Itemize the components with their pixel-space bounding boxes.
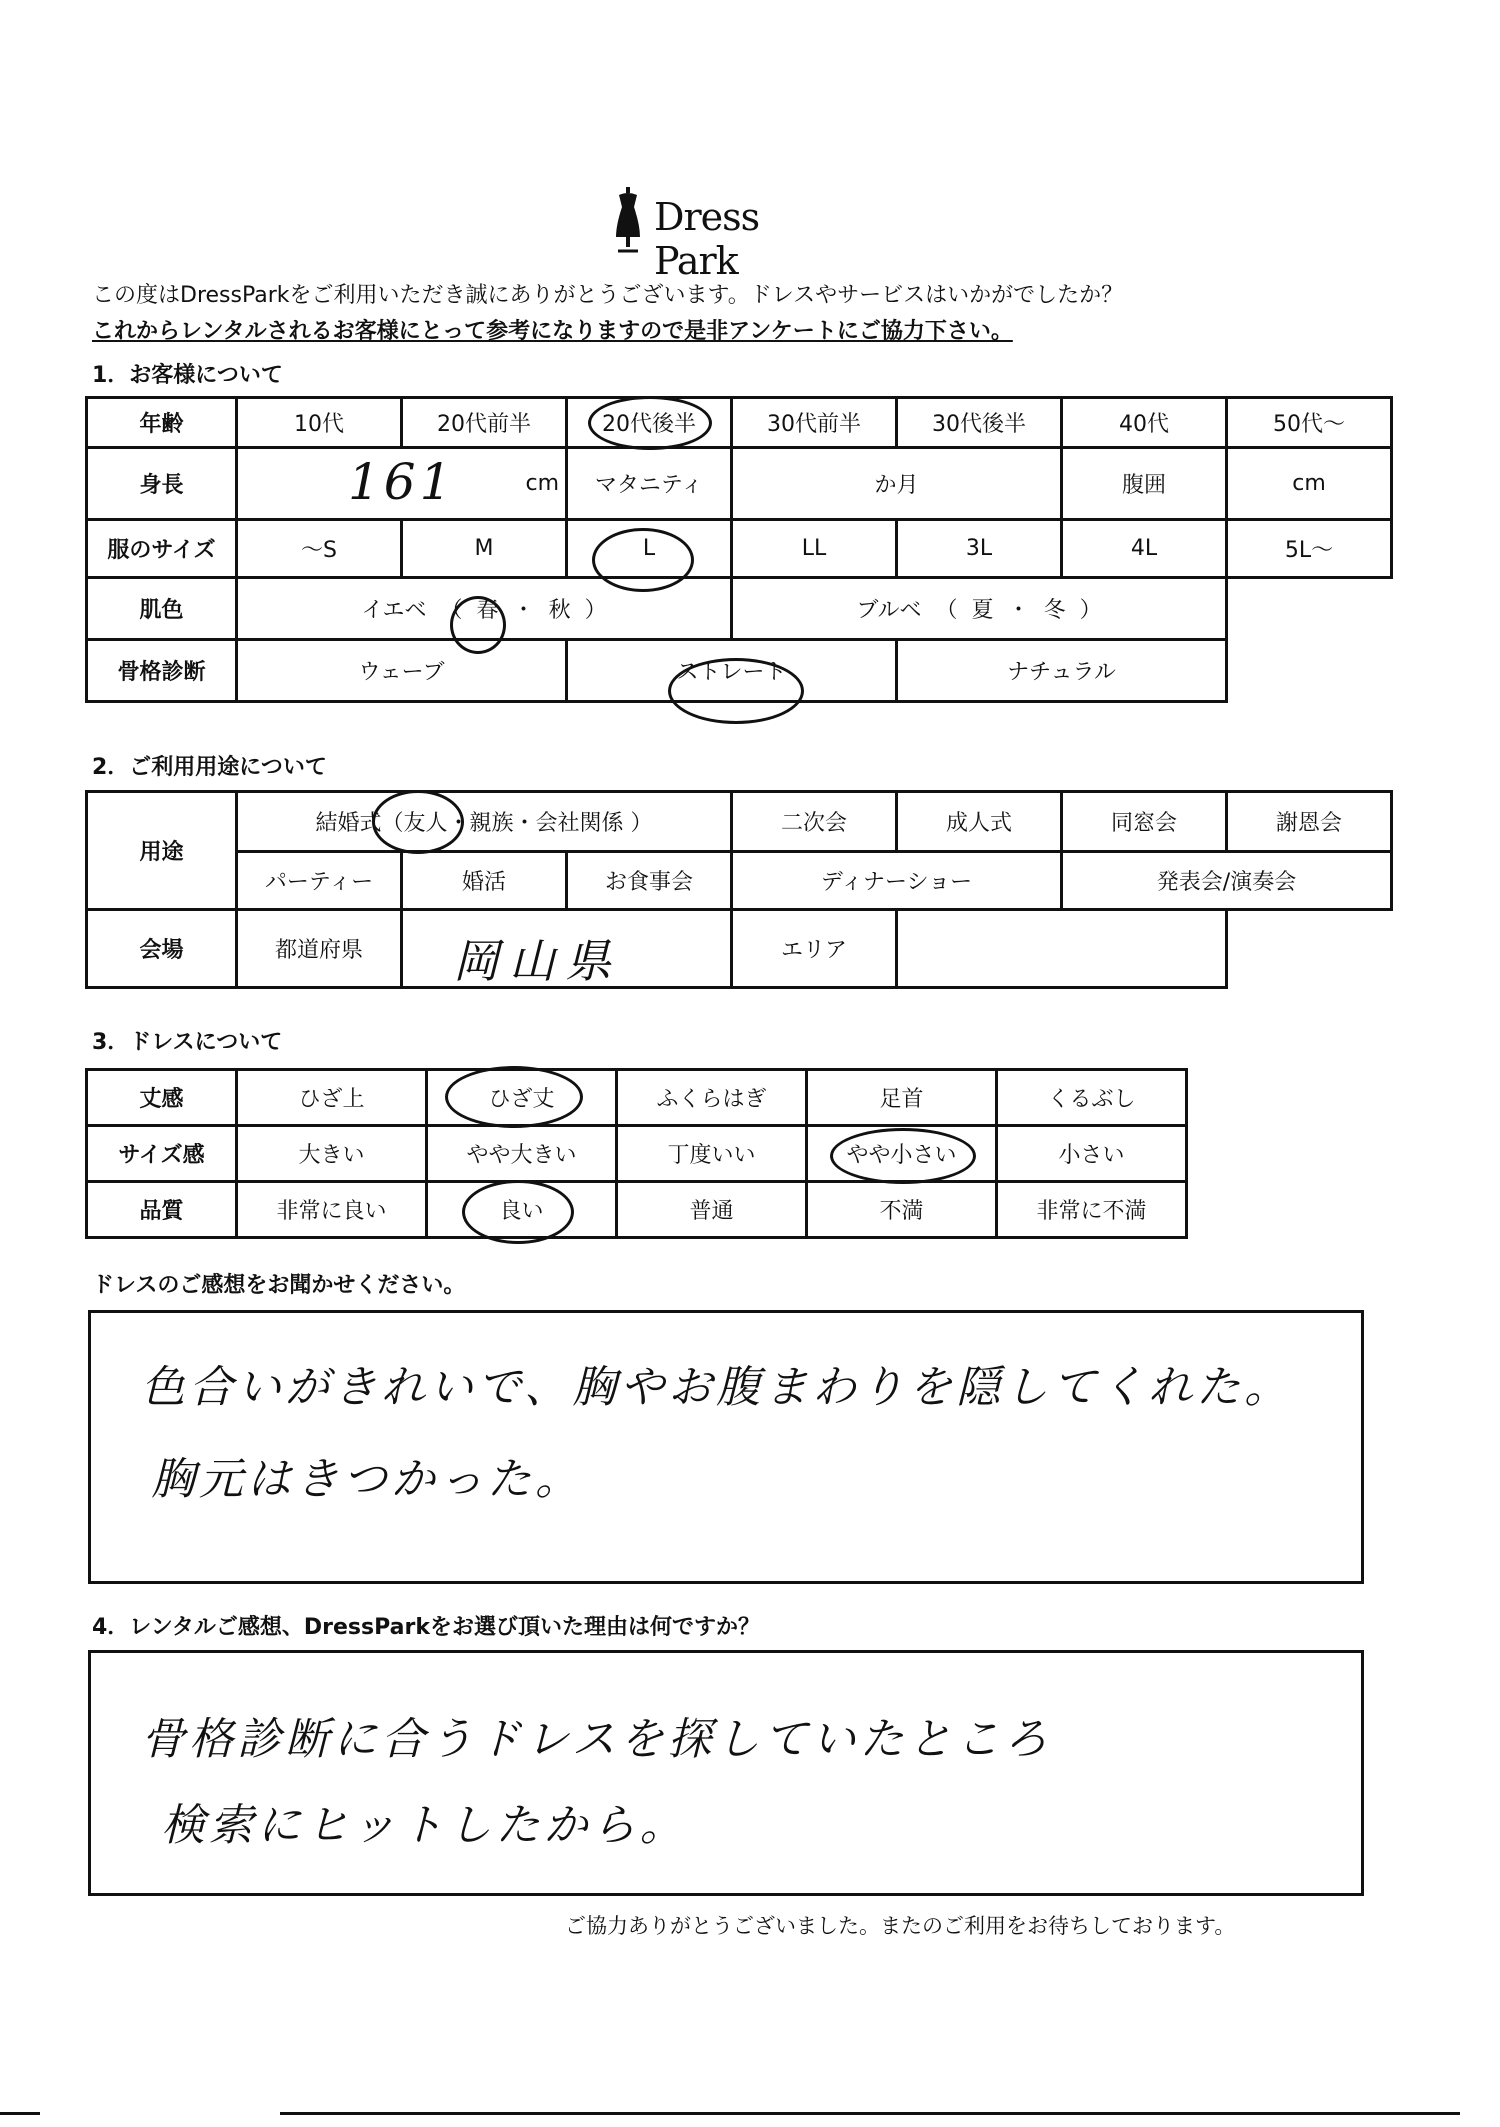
paren-open: （ — [440, 598, 463, 623]
size-label: 服のサイズ — [87, 520, 237, 578]
selection-circle — [445, 1066, 583, 1128]
fit-option[interactable]: 大きい — [237, 1126, 427, 1182]
waist-label: 腹囲 — [1062, 448, 1227, 520]
size-option[interactable]: 5L～ — [1227, 520, 1392, 578]
skin-yellow-label: イエベ — [361, 598, 427, 623]
age-option[interactable]: 10代 — [237, 398, 402, 448]
size-option[interactable]: M — [402, 520, 567, 578]
reason-line-1: 骨格診断に合うドレスを探していたところ — [141, 1714, 1052, 1765]
skin-blue-label: ブルベ — [856, 598, 922, 623]
purpose-table — [85, 790, 1393, 989]
wedding-label: 結婚式（ — [315, 811, 404, 836]
skin-summer[interactable]: 夏 — [971, 598, 994, 623]
dress-table — [85, 1068, 1188, 1239]
length-option[interactable]: ふくらはぎ — [617, 1070, 807, 1126]
frame-option-selected[interactable]: ストレート — [567, 640, 897, 702]
footer-thanks: ご協力ありがとうございました。またのご利用をお待ちしております。 — [565, 1914, 1236, 1938]
section3-title: 3．ドレスについて — [92, 1030, 283, 1055]
dress-form-icon — [610, 185, 646, 255]
reason-line-2: 検索にヒットしたから。 — [161, 1800, 688, 1851]
paren-open: （ — [935, 598, 958, 623]
quality-option[interactable]: 普通 — [617, 1182, 807, 1238]
selection-circle — [592, 528, 694, 592]
purpose-option[interactable]: ディナーショー — [732, 852, 1062, 910]
skin-blue[interactable] — [732, 578, 1227, 640]
selection-circle — [462, 1180, 574, 1244]
prefecture-field[interactable] — [402, 910, 732, 988]
maternity-label: マタニティ — [567, 448, 732, 520]
skin-label: 肌色 — [87, 578, 237, 640]
selection-circle — [588, 396, 712, 450]
selection-circle — [372, 790, 464, 854]
comment-box[interactable] — [88, 1310, 1364, 1584]
purpose-option[interactable]: 成人式 — [897, 792, 1062, 852]
quality-option[interactable]: 非常に良い — [237, 1182, 427, 1238]
venue-label: 会場 — [87, 910, 237, 988]
scan-edge-line — [280, 2112, 1460, 2115]
length-option[interactable]: 足首 — [807, 1070, 997, 1126]
purpose-option[interactable]: 婚活 — [402, 852, 567, 910]
height-field[interactable] — [237, 448, 567, 520]
intro-line-2: これからレンタルされるお客様にとって参考になりますので是非アンケートにご協力下さい。 — [92, 319, 1013, 344]
size-option-selected[interactable]: L — [567, 520, 732, 578]
prefecture-value: 岡山県 — [453, 934, 621, 988]
quality-label: 品質 — [87, 1182, 237, 1238]
comment-title: ドレスのご感想をお聞かせください。 — [92, 1273, 466, 1298]
purpose-option[interactable]: お食事会 — [567, 852, 732, 910]
selection-circle — [450, 596, 506, 654]
frame-option[interactable]: ウェーブ — [237, 640, 567, 702]
section1-title: 1．お客様について — [92, 363, 283, 388]
age-label: 年齢 — [87, 398, 237, 448]
comment-line-1: 色合いがきれいで、胸やお腹まわりを隠してくれた。 — [141, 1362, 1293, 1413]
maternity-months[interactable]: か月 — [732, 448, 1062, 520]
section4-title: 4．レンタルご感想、DressParkをお選び頂いた理由は何ですか？ — [92, 1615, 760, 1640]
length-option[interactable]: くるぶし — [997, 1070, 1187, 1126]
size-option[interactable]: ～S — [237, 520, 402, 578]
area-label: エリア — [732, 910, 897, 988]
age-option[interactable]: 30代後半 — [897, 398, 1062, 448]
reason-box[interactable] — [88, 1650, 1364, 1896]
separator: ・ — [1007, 598, 1030, 623]
customer-table — [85, 396, 1393, 703]
paren-close: ） — [584, 598, 607, 623]
age-option[interactable]: 40代 — [1062, 398, 1227, 448]
length-option[interactable]: ひざ上 — [237, 1070, 427, 1126]
fit-option-selected[interactable]: やや小さい — [807, 1126, 997, 1182]
skin-spring-selected[interactable]: 春 — [476, 598, 499, 623]
wedding-option[interactable] — [237, 792, 732, 852]
purpose-option[interactable]: 同窓会 — [1062, 792, 1227, 852]
wedding-rest: ・親族・会社関係 ） — [447, 811, 653, 836]
length-label: 丈感 — [87, 1070, 237, 1126]
intro-line-1: この度はDressParkをご利用いただき誠にありがとうございます。ドレスやサービスはいかがでしたか？ — [92, 283, 1124, 308]
brand-name: Dress Park — [654, 195, 760, 283]
selection-circle — [668, 658, 804, 724]
waist-unit[interactable]: cm — [1227, 448, 1392, 520]
separator: ・ — [512, 598, 535, 623]
fit-label: サイズ感 — [87, 1126, 237, 1182]
fit-option[interactable]: 丁度いい — [617, 1126, 807, 1182]
age-option[interactable]: 50代～ — [1227, 398, 1392, 448]
quality-option-selected[interactable]: 良い — [427, 1182, 617, 1238]
frame-option[interactable]: ナチュラル — [897, 640, 1227, 702]
size-option[interactable]: 3L — [897, 520, 1062, 578]
selection-circle — [830, 1128, 976, 1184]
purpose-option[interactable]: 発表会/演奏会 — [1062, 852, 1392, 910]
prefecture-label: 都道府県 — [237, 910, 402, 988]
fit-option[interactable]: やや大きい — [427, 1126, 617, 1182]
purpose-option[interactable]: パーティー — [237, 852, 402, 910]
height-unit: cm — [525, 471, 559, 496]
dresspark-logo — [610, 185, 850, 283]
size-option[interactable]: LL — [732, 520, 897, 578]
frame-label: 骨格診断 — [87, 640, 237, 702]
fit-option[interactable]: 小さい — [997, 1126, 1187, 1182]
skin-autumn[interactable]: 秋 — [548, 598, 571, 623]
height-value: 161 — [348, 453, 456, 511]
purpose-option[interactable]: 二次会 — [732, 792, 897, 852]
scan-edge-line — [0, 2112, 40, 2115]
age-option-selected[interactable]: 20代後半 — [567, 398, 732, 448]
paren-close: ） — [1079, 598, 1102, 623]
size-option[interactable]: 4L — [1062, 520, 1227, 578]
height-label: 身長 — [87, 448, 237, 520]
purpose-option[interactable]: 謝恩会 — [1227, 792, 1392, 852]
purpose-label: 用途 — [87, 792, 237, 910]
comment-line-2: 胸元はきつかった。 — [151, 1454, 583, 1505]
skin-winter[interactable]: 冬 — [1043, 598, 1066, 623]
age-option[interactable]: 20代前半 — [402, 398, 567, 448]
section2-title: 2．ご利用用途について — [92, 755, 327, 780]
area-field[interactable] — [897, 910, 1227, 988]
friend-selected[interactable]: 友人 — [403, 811, 448, 836]
quality-option[interactable]: 非常に不満 — [997, 1182, 1187, 1238]
length-option-selected[interactable]: ひざ丈 — [427, 1070, 617, 1126]
age-option[interactable]: 30代前半 — [732, 398, 897, 448]
quality-option[interactable]: 不満 — [807, 1182, 997, 1238]
